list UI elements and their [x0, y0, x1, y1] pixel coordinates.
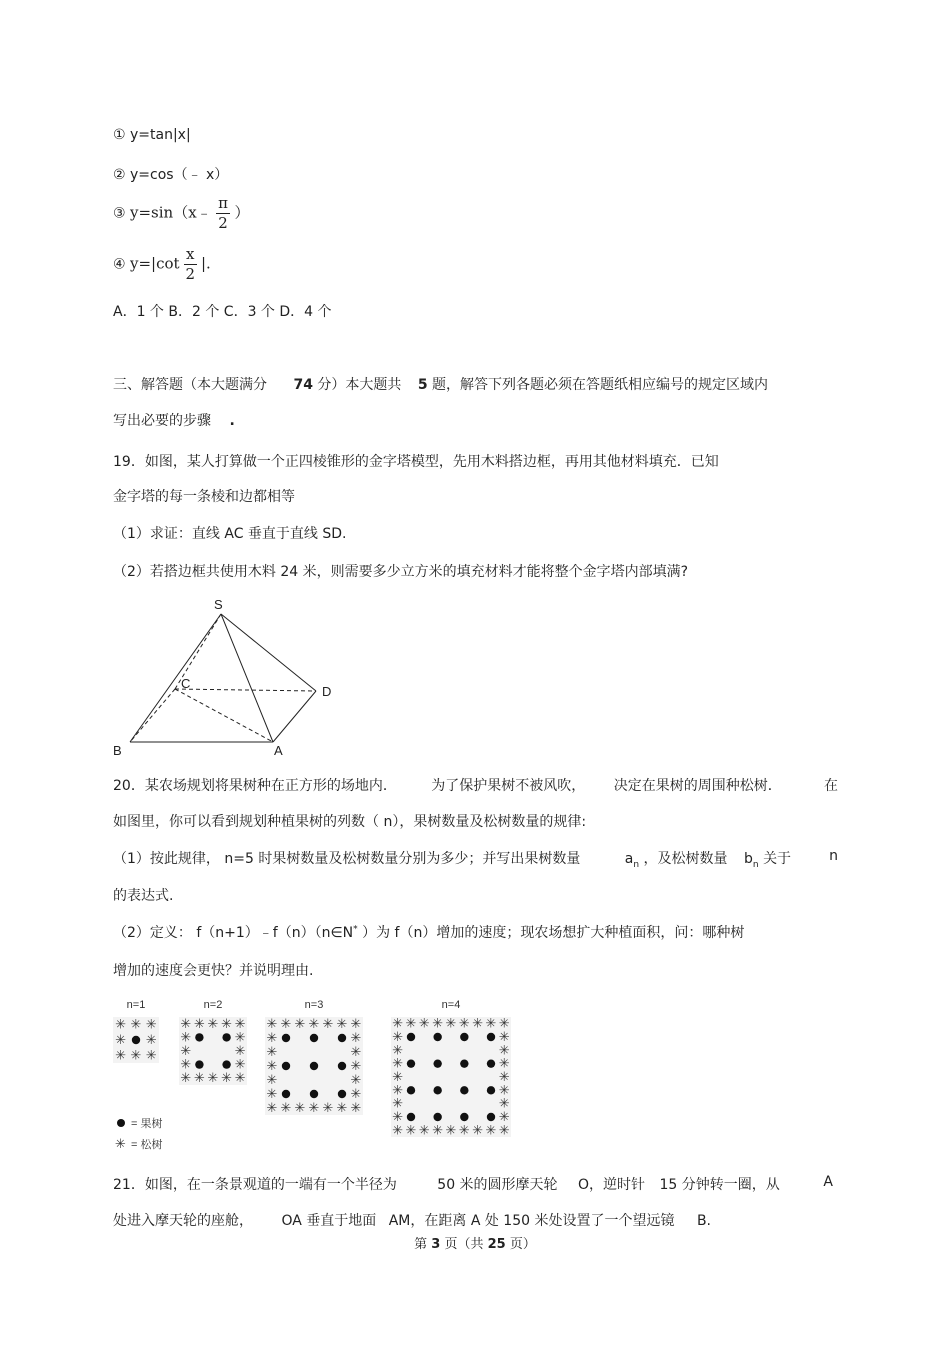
section-3-text-c: 题，解答下列各题必须在答题纸相应编号的规定区域内	[432, 377, 769, 393]
edge-cd-hidden	[175, 689, 316, 691]
pine-tree: ✳	[472, 1123, 484, 1139]
grid-title: n=2	[203, 999, 223, 1011]
fruit-tree	[407, 1033, 415, 1041]
pine-tree: ✳	[234, 1030, 246, 1046]
tree-grid-figure	[113, 995, 533, 1155]
pine-tree: ✳	[234, 1057, 246, 1073]
pine-tree: ✳	[485, 1016, 497, 1032]
q20-an-sub: n	[633, 859, 640, 870]
pine-tree: ✳	[266, 1059, 278, 1074]
q20-part1-text-d: n	[829, 848, 838, 864]
q21-line-1	[113, 1174, 833, 1194]
q20-part-1-line-2: 的表达式.	[113, 888, 174, 904]
fruit-tree	[433, 1059, 441, 1067]
answer-choices: A．1 个 B．2 个 C．3 个 D．4 个	[113, 304, 332, 320]
label-a: A	[274, 743, 283, 758]
pine-tree: ✳	[350, 1101, 362, 1116]
pine-tree: ✳	[180, 1016, 192, 1032]
pine-tree: ✳	[266, 1045, 278, 1060]
option-3-close: ）	[234, 203, 250, 222]
fruit-tree	[282, 1062, 290, 1070]
pine-tree: ✳	[498, 1030, 510, 1045]
pine-tree: ✳	[266, 1017, 278, 1032]
fruit-tree	[195, 1060, 203, 1068]
section-3-score: 74	[293, 377, 313, 393]
pine-tree: ✳	[350, 1087, 362, 1102]
section-3-text-d: 写出必要的步骤	[113, 413, 211, 429]
pine-tree: ✳	[322, 1101, 334, 1116]
option-1: ① y=tan|x|	[113, 127, 191, 143]
legend-fruit-icon	[117, 1119, 125, 1127]
pine-tree: ✳	[294, 1017, 306, 1032]
pine-tree: ✳	[498, 1083, 510, 1099]
fruit-tree	[407, 1086, 415, 1094]
legend-pine-label: = 松树	[131, 1139, 163, 1151]
footer-page-number: 3	[431, 1237, 441, 1252]
pine-tree: ✳	[180, 1030, 192, 1046]
option-3-fraction	[216, 196, 230, 231]
fruit-tree	[460, 1059, 468, 1067]
option-4-denominator: 2	[185, 265, 196, 283]
pine-tree: ✳	[180, 1057, 192, 1073]
fruit-tree	[310, 1062, 318, 1070]
edge-sb	[130, 614, 221, 742]
fruit-tree	[338, 1090, 346, 1098]
q21-text-g: OA 垂直于地面	[281, 1213, 377, 1229]
pine-tree: ✳	[234, 1016, 246, 1032]
fruit-tree	[222, 1033, 230, 1041]
fruit-tree	[460, 1033, 468, 1041]
q20-part2-text-b: ）为 f（n）增加的速度；现农场想扩大种植面积，问：哪种树	[362, 925, 745, 941]
pine-tree: ✳	[392, 1016, 404, 1032]
pine-tree: ✳	[280, 1101, 292, 1116]
pine-tree: ✳	[405, 1016, 417, 1032]
fruit-tree	[282, 1090, 290, 1098]
pine-tree: ✳	[458, 1016, 470, 1032]
pine-tree: ✳	[336, 1017, 348, 1032]
section-3-header	[113, 374, 768, 394]
fruit-tree	[407, 1113, 415, 1121]
fruit-tree	[282, 1034, 290, 1042]
section-3-line-2	[113, 410, 235, 430]
option-2: ② y=cos（﹣ x）	[113, 167, 229, 183]
tree-grids-svg	[113, 995, 533, 1155]
q20-an: a	[624, 851, 634, 867]
q20-part-1	[113, 848, 838, 870]
option-3-marker: ③	[113, 205, 126, 222]
fruit-tree	[487, 1059, 495, 1067]
q19-line-1: 19．如图，某人打算做一个正四棱锥形的金字塔模型，先用木料搭边框，再用其他材料填充．已知	[113, 454, 719, 470]
pine-tree: ✳	[207, 1016, 219, 1032]
pine-tree: ✳	[445, 1016, 457, 1032]
q20-part-2-line-2: 增加的速度会更快？并说明理由.	[113, 963, 314, 979]
option-4-fraction	[184, 247, 196, 282]
pyramid-figure	[108, 590, 348, 760]
pine-tree: ✳	[294, 1101, 306, 1116]
page-footer	[0, 1233, 950, 1252]
tree-grid-3	[265, 999, 363, 1116]
pine-tree: ✳	[322, 1017, 334, 1032]
pine-tree: ✳	[266, 1087, 278, 1102]
pine-tree: ✳	[350, 1059, 362, 1074]
q20-part-2	[113, 922, 744, 942]
pine-tree: ✳	[207, 1071, 219, 1087]
pine-tree: ✳	[266, 1101, 278, 1116]
q20-part2-sup: *	[353, 924, 358, 935]
q19-part-2: （2）若搭边框共使用木料 24 米，则需要多少立方米的填充材料才能将整个金字塔内部填满?	[113, 564, 689, 580]
fruit-tree	[132, 1036, 140, 1044]
pine-tree: ✳	[180, 1044, 192, 1059]
q21-text-a: 21．如图，在一条景观道的一端有一个半径为	[113, 1177, 397, 1193]
pine-tree: ✳	[193, 1016, 205, 1032]
pine-tree: ✳	[392, 1056, 404, 1072]
q20-bn: b	[744, 851, 753, 867]
tree-grid-4	[391, 999, 511, 1138]
pine-tree: ✳	[498, 1123, 510, 1139]
q21-text-b: 50 米的圆形摩天轮	[437, 1177, 558, 1193]
grid-title: n=3	[304, 999, 324, 1011]
pine-tree: ✳	[234, 1044, 246, 1059]
pine-tree: ✳	[498, 1070, 510, 1085]
pine-tree: ✳	[221, 1071, 233, 1087]
fruit-tree	[487, 1113, 495, 1121]
label-c: C	[181, 676, 191, 691]
pine-tree: ✳	[498, 1056, 510, 1072]
pine-tree: ✳	[418, 1123, 430, 1139]
pine-tree: ✳	[350, 1017, 362, 1032]
pine-tree: ✳	[145, 1017, 157, 1033]
option-3-function: y=sin（x﹣	[130, 203, 212, 222]
fruit-tree	[460, 1113, 468, 1121]
q20-text-c: 决定在果树的周围种松树．	[613, 778, 782, 794]
pine-tree: ✳	[221, 1016, 233, 1032]
section-3-text-a: 三、解答题（本大题满分	[113, 377, 267, 393]
pine-tree: ✳	[498, 1096, 510, 1112]
edge-sd	[221, 614, 316, 691]
fruit-tree	[310, 1090, 318, 1098]
pine-tree: ✳	[280, 1017, 292, 1032]
q20-part1-text-b: ，及松树数量	[643, 851, 728, 867]
pine-tree: ✳	[445, 1123, 457, 1139]
option-4-close: |.	[200, 254, 211, 273]
pine-tree: ✳	[115, 1033, 127, 1048]
fruit-tree	[487, 1086, 495, 1094]
legend	[115, 1116, 162, 1152]
pine-tree: ✳	[392, 1096, 404, 1112]
fruit-tree	[433, 1086, 441, 1094]
fruit-tree	[407, 1059, 415, 1067]
q20-text-d: 在	[824, 778, 838, 794]
option-4-function: y=|cot	[130, 254, 180, 273]
pine-tree: ✳	[392, 1083, 404, 1099]
section-3-count: 5	[417, 377, 428, 393]
pine-tree: ✳	[336, 1101, 348, 1116]
pine-tree: ✳	[350, 1031, 362, 1046]
option-3	[113, 196, 249, 231]
pine-tree: ✳	[432, 1016, 444, 1032]
pine-tree: ✳	[350, 1045, 362, 1060]
footer-total-pages: 25	[487, 1237, 506, 1252]
fruit-tree	[338, 1034, 346, 1042]
option-4-marker: ④	[113, 256, 126, 273]
fruit-tree	[310, 1034, 318, 1042]
pine-tree: ✳	[130, 1017, 142, 1033]
tree-grid-2	[179, 999, 247, 1086]
edge-ad	[273, 691, 316, 742]
pine-tree: ✳	[498, 1043, 510, 1059]
q20-line-1	[113, 775, 838, 795]
pine-tree: ✳	[308, 1101, 320, 1116]
pine-tree: ✳	[130, 1048, 142, 1064]
pine-tree: ✳	[485, 1123, 497, 1139]
legend-fruit-label: = 果树	[131, 1118, 163, 1130]
section-3-text-b: 分）本大题共	[317, 377, 402, 393]
option-4-numerator: x	[186, 245, 195, 263]
q21-text-i: B.	[696, 1213, 711, 1229]
pine-tree: ✳	[115, 1017, 127, 1033]
q20-part1-text-a: （1）按此规律， n=5 时果树数量及松树数量分别为多少；并写出果树数量	[113, 851, 581, 867]
pine-tree: ✳	[180, 1071, 192, 1087]
fruit-tree	[195, 1033, 203, 1041]
label-b: B	[113, 743, 122, 758]
pine-tree: ✳	[115, 1048, 127, 1064]
q21-text-c: O，逆时针	[578, 1177, 646, 1193]
pine-tree: ✳	[145, 1033, 157, 1048]
pine-tree: ✳	[193, 1071, 205, 1087]
label-d: D	[322, 684, 332, 699]
option-3-numerator: π	[218, 194, 228, 212]
fruit-tree	[433, 1113, 441, 1121]
q21-text-d: 15 分钟转一圈，从	[659, 1177, 780, 1193]
pine-tree: ✳	[392, 1030, 404, 1045]
q21-text-f: 处进入摩天轮的座舱，	[113, 1213, 253, 1229]
edge-sa	[221, 614, 273, 742]
q20-part1-text-c: 关于	[763, 851, 792, 867]
footer-text-c: 页）	[509, 1237, 536, 1252]
pine-tree: ✳	[392, 1110, 404, 1125]
pine-tree: ✳	[392, 1123, 404, 1139]
diagonal-ca-hidden	[175, 689, 273, 742]
pine-tree: ✳	[145, 1048, 157, 1064]
q20-line-2: 如图里，你可以看到规划种植果树的列数（ n），果树数量及松树数量的规律:	[113, 814, 587, 830]
pine-tree: ✳	[418, 1016, 430, 1032]
option-3-denominator: 2	[218, 214, 228, 232]
q19-line-2: 金字塔的每一条棱和边都相等	[113, 489, 295, 505]
option-4	[113, 247, 211, 282]
q21-line-2	[113, 1210, 711, 1230]
footer-text-b: 页（共	[444, 1237, 484, 1252]
pine-tree: ✳	[472, 1016, 484, 1032]
grid-title: n=4	[441, 999, 461, 1011]
pine-tree: ✳	[266, 1073, 278, 1088]
fruit-tree	[487, 1033, 495, 1041]
q20-part2-text-a: （2）定义： f（n+1）﹣f（n）（n∈N	[113, 925, 354, 941]
section-3-dot: .	[229, 413, 235, 429]
q21-text-e: A	[823, 1174, 833, 1190]
pine-tree: ✳	[498, 1016, 510, 1032]
pine-tree: ✳	[458, 1123, 470, 1139]
q20-bn-sub: n	[752, 859, 759, 870]
grid-title: n=1	[126, 999, 146, 1011]
q20-text-a: 20．某农场规划将果树种在正方形的场地内．	[113, 778, 397, 794]
pine-tree: ✳	[266, 1031, 278, 1046]
fruit-tree	[460, 1086, 468, 1094]
edge-cb-hidden	[130, 689, 175, 742]
fruit-tree	[338, 1062, 346, 1070]
pine-tree: ✳	[234, 1071, 246, 1087]
fruit-tree	[433, 1033, 441, 1041]
legend-pine-icon: ✳	[115, 1137, 126, 1152]
q20-text-b: 为了保护果树不被风吹，	[431, 778, 586, 794]
pine-tree: ✳	[308, 1017, 320, 1032]
q21-text-h: AM，在距离 A 处 150 米处设置了一个望远镜	[388, 1213, 675, 1229]
pine-tree: ✳	[498, 1110, 510, 1125]
footer-text-a: 第	[414, 1237, 428, 1252]
pine-tree: ✳	[432, 1123, 444, 1139]
label-s: S	[214, 597, 223, 612]
q19-part-1: （1）求证：直线 AC 垂直于直线 SD.	[113, 526, 347, 542]
pine-tree: ✳	[350, 1073, 362, 1088]
pine-tree: ✳	[392, 1043, 404, 1059]
fruit-tree	[222, 1060, 230, 1068]
tree-grid-1	[113, 999, 159, 1063]
pine-tree: ✳	[405, 1123, 417, 1139]
pine-tree: ✳	[392, 1070, 404, 1085]
